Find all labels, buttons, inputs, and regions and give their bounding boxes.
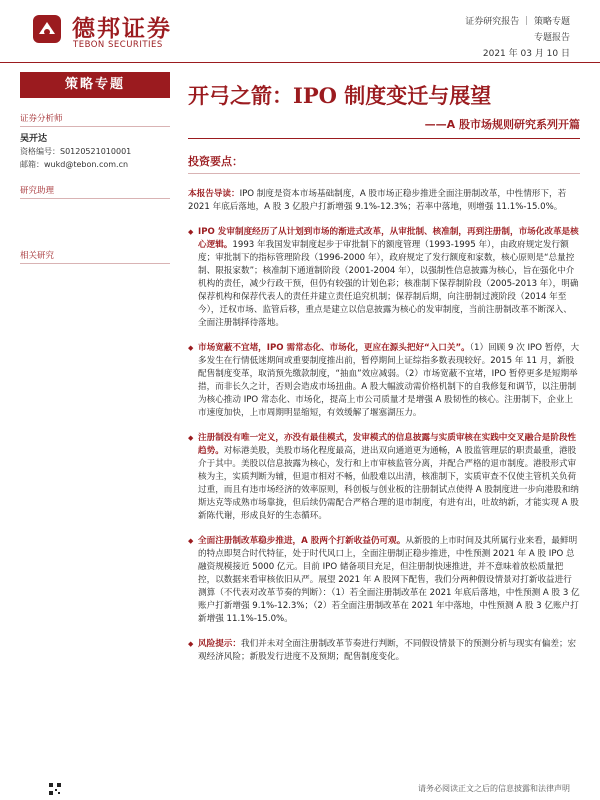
title-divider (188, 138, 580, 139)
report-subtitle: ——A 股市场规则研究系列开篇 (424, 118, 580, 131)
key-point: ◆ IPO 发审制度经历了从计划到市场的渐进式改革，从审批制、核准制，再到注册制，市场化改革是核心逻辑。1993 年我国发审制度起步于审批制下的额度管理（1993-1995 年），由政府规定发行额度；审批制下的指标管理阶段（1996-2000 年），政府规定了发行额度和家数，核心原则是“总量控制、限报家数”；核准制下通道制阶段（2001-2004 年），以强制性信息披露为核心，旨在强化中介机构的责任，减少行政干预，但仍有较强的计划色彩；核准制下保荐制阶段（2005-2013 年），明确保荐机构和保荐代表人的责任并建立责任追究机制；保荐制后期，向注册制过渡阶段（2014 年至今），迁权市场、监管后移，重点是建立以信息披露为核心的发审制度，当前注册制改革不断深入、全面注册制择待落地。 (188, 226, 580, 330)
brand-name-cn: 德邦证券 (72, 15, 172, 42)
key-point: ◆ 市场宽蔽不宜堵，IPO 需常态化、市场化，更应在源头把好“入口关”。（1）回顾 9 次 IPO 暂停，大多发生在行情低迷期间或重要制度推出前，暂停期间上证综指多数表现较好。2015 年 11 月，新股配售制度变革，取消预先缴款制度，“抽血”效应减弱。（2）市场宽蔽不宜堵，IPO 暂停更多是短期举措，而非长久之计，否则会造成市场扭曲。A 股大幅波动需价格机制下的自我修复和调节，以注册制为核心推动 IPO 常态化、市场化，提高上市公司质量才是增强 A 股韧性的核心。注册制下，企业上市速度加快，上市周期明显缩短，有效缓解了堰塞湖压力。 (188, 342, 580, 420)
category-badge: 策略专题 (20, 72, 170, 98)
analyst-email[interactable]: 邮箱：wukd@tebon.com.cn (20, 160, 129, 169)
risk-warning: ◆ 风险提示：我们并未对全面注册制改革节奏进行判断，不同假设情景下的预测分析与现实有偏差；宏观经济风险；新股发行进度不及预期；配售制度变化。 (188, 638, 580, 664)
disclaimer-footer: 请务必阅读正文之后的信息披露和法律声明 (418, 784, 570, 793)
report-subtype: 专题报告 (533, 33, 570, 43)
key-point: ◆ 注册制没有唯一定义，亦没有最佳模式，发审模式的信息披露与实质审核在实践中交叉融合是阶段性趋势。对标港美股，美股市场化程度最高，进出双向通道更为通畅，A 股监管理层的职责最重，港股介于其中。美股以信息披露为核心，发行和上市审核监管分离，并配合严格的退市制度。港股形式审核为主，实质判断为辅，但退市相对不畅，仙股难以出清，核准制下，实质审查不仅使主管机关负荷过重，而且有违市场经济的效率原则，科创板与创业板的注册制试点使得 A 股制度进一步向港股和纳斯达克等成熟市场靠拢，但后续仍需配合严格合理的退市制度，有进有出，吐故纳新，才能实现 A 股新陈代谢，形成良好的生态循环。 (188, 432, 580, 523)
header-divider (0, 62, 600, 63)
section-heading: 投资要点： (188, 153, 580, 174)
guide-text: IPO 制度是资本市场基础制度，A 股市场正稳步推进全面注册制改革，中性情形下，若 2021 年底后落地，A 股 3 亿股户打新增强 9.1%-12.3%；若率中落地，则增强 11.1%-15.0%。 (188, 189, 567, 212)
qr-code-icon (48, 782, 62, 796)
report-title: 开弓之箭：IPO 制度变迁与展望 (188, 83, 492, 108)
main-content (188, 72, 580, 664)
report-type: 证券研究报告 ｜ 策略专题 (465, 17, 570, 27)
analyst-cert: 资格编号：S0120521010001 (20, 147, 132, 156)
sidebar (20, 72, 170, 264)
report-date: 2021 年 03 月 10 日 (482, 49, 570, 59)
report-header (0, 0, 600, 64)
report-meta (465, 14, 570, 62)
guide-lead: 本报告导读： (188, 189, 240, 199)
analyst-name: 吴开达 (20, 134, 48, 144)
assistant-label: 研究助理 (20, 184, 170, 199)
brand-name-en: TEBON SECURITIES (73, 40, 163, 50)
analyst-label: 证券分析师 (20, 112, 170, 127)
report-guide (188, 188, 580, 214)
related-research-label: 相关研究 (20, 249, 170, 264)
tebon-logo-icon (32, 14, 62, 44)
key-point: ◆ 全面注册制改革稳步推进，A 股两个打新收益仍可观。从新股的上市时间及其所属行业来看，最鲜明的特点即契合时代特征，处于时代风口上，全面注册制正稳步推进，中性预测 2021 年 A 股 IPO 总融资规模接近 5000 亿元。目前 IPO 储备项目充足，但注册制快速推进，并不意味着放松质量把控，以数据来看审核依旧从严。展望 2021 年 A 股网下配售，我们分两种假设情景对打新收益进行测算（不代表对改革节奏的判断）：（1）若全面注册制改革在 2021 年底后落地，中性预测 A 股 3 亿账户打新增强 9.1%-12.3%；（2）若全面注册制改革在 2021 年中落地，中性预测 A 股 3 亿账户打新增强 11.1%-15.0%。 (188, 535, 580, 626)
